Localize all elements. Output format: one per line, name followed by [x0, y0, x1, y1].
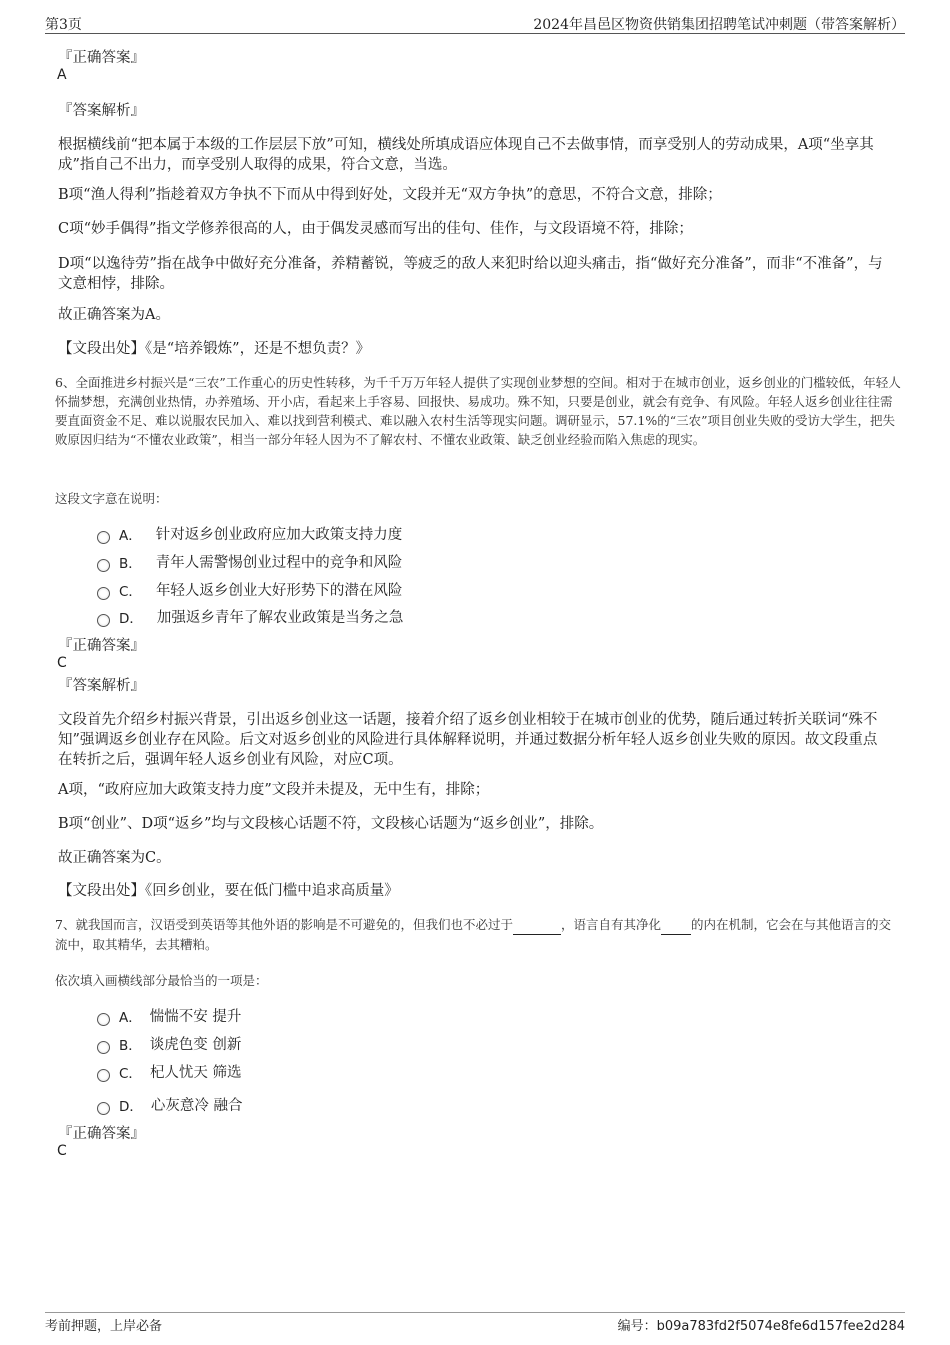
analysis-paragraph: D项“以逸待劳”指在战争中做好充分准备，养精蓄锐，等疲乏的敌人来犯时给以迎头痛击，指“做好充分准备”，而非“不准备”，与文意相悖，排除。 [58, 256, 883, 292]
question-prompt: 依次填入画横线部分最恰当的一项是： [55, 973, 268, 988]
option-letter: D． [119, 610, 143, 627]
question-stem: 6、全面推进乡村振兴是“三农”工作重心的历史性转移，为千千万万年轻人提供了实现创业梦想的空间。相对于在城市创业，返乡创业的门槛较低，年轻人怀揣梦想，充满创业热情，办养殖场、开小店，看起来上手容易、回报快、易成功。殊不知，只要是创业，就会有竞争、有风险。年轻人返乡创业往往需要直面资金不足、难以说服农民加入、难以找到营利模式、难以融入农村生活等现实问题。调研显示，57.1%的“三农”项目创业失败的受访大学生，把失败原因归结为“不懂农业政策”，相当一部分年轻人因为不了解农村、不懂农业政策、缺乏创业经验而陷入焦虑的现实。 [55, 375, 901, 447]
option-text: 心灰意冷 融合 [150, 1098, 243, 1114]
option-letter: A． [119, 1009, 142, 1026]
answer-value: A [57, 67, 67, 83]
code-label: 编号： [617, 1319, 657, 1334]
option-letter: A． [119, 527, 142, 544]
option-letter: B． [119, 555, 142, 572]
answer-label: 『正确答案』 [58, 50, 145, 66]
analysis-paragraph: 文段首先介绍乡村振兴背景，引出返乡创业这一话题，接着介绍了返乡创业相较于在城市创业的优势，随后通过转折关联词“殊不知”强调返乡创业存在风险。后文对返乡创业的风险进行具体解释说明，并通过数据分析年轻人返乡创业失败的原因。故文段重点在转折之后，强调年轻人返乡创业有风险，对应C项。 [58, 712, 878, 768]
page-number: 第3页 [45, 17, 82, 33]
question-stem [55, 915, 902, 954]
radio-icon[interactable] [97, 559, 110, 572]
analysis-paragraph: A项，“政府应加大政策支持力度”文段并未提及，无中生有，排除； [58, 782, 490, 798]
option-letter: C． [119, 583, 142, 600]
option-text: 青年人需警惕创业过程中的竞争和风险 [155, 555, 403, 571]
analysis-label: 『答案解析』 [58, 678, 145, 694]
radio-icon[interactable] [97, 614, 110, 627]
option-a[interactable] [97, 1005, 241, 1026]
conclusion: 故正确答案为A。 [58, 307, 170, 323]
analysis-paragraph: C项“妙手偶得”指文学修养很高的人，由于偶发灵感而写出的佳句、佳作，与文段语境不符，排除； [58, 221, 693, 237]
document-code [618, 1315, 905, 1334]
stem-part: 的内在机制，它会在与其他语言的交流中，取其精华，去其糟粕。 [55, 917, 891, 952]
option-a[interactable] [97, 523, 402, 544]
radio-icon[interactable] [97, 587, 110, 600]
radio-icon[interactable] [97, 1013, 110, 1026]
option-text: 惴惴不安 提升 [149, 1009, 242, 1025]
code-value: b09a783fd2f5074e8fe6d157fee2d284 [656, 1319, 905, 1334]
conclusion: 故正确答案为C。 [58, 850, 171, 866]
stem-part: 7、就我国而言，汉语受到英语等其他外语的影响是不可避免的，但我们也不必过于 [55, 917, 513, 932]
answer-value: C [57, 1143, 67, 1159]
fill-blank [661, 915, 691, 935]
radio-icon[interactable] [97, 1041, 110, 1054]
option-text: 加强返乡青年了解农业政策是当务之急 [156, 610, 404, 626]
option-text: 针对返乡创业政府应加大政策支持力度 [155, 527, 403, 543]
analysis-label: 『答案解析』 [58, 103, 145, 119]
answer-value: C [57, 655, 67, 671]
header-divider [45, 33, 905, 34]
footer-slogan: 考前押题，上岸必备 [45, 1319, 163, 1334]
option-c[interactable] [97, 579, 402, 600]
analysis-paragraph: 根据横线前“把本属于本级的工作层层下放”可知，横线处所填成语应体现自己不去做事情，而享受别人的劳动成果，A项“坐享其成”指自己不出力，而享受别人取得的成果，符合文意，当选。 [58, 137, 874, 173]
option-d[interactable] [97, 606, 403, 627]
radio-icon[interactable] [97, 1069, 110, 1082]
radio-icon[interactable] [97, 531, 110, 544]
option-c[interactable] [97, 1061, 242, 1082]
radio-icon[interactable] [97, 1102, 110, 1115]
stem-part: ，语言自有其净化 [560, 917, 661, 932]
answer-label: 『正确答案』 [58, 1126, 145, 1142]
option-letter: C． [119, 1065, 142, 1082]
source-citation: 【文段出处】《是“培养锻炼”，还是不想负责？》 [58, 341, 371, 357]
option-text: 谈虎色变 创新 [149, 1037, 242, 1053]
option-b[interactable] [97, 551, 402, 572]
analysis-paragraph: B项“创业”、D项“返乡”均与文段核心话题不符，文段核心话题为“返乡创业”，排除。 [58, 816, 604, 832]
option-letter: B． [119, 1037, 142, 1054]
fill-blank [513, 915, 561, 935]
document-title: 2024年昌邑区物资供销集团招聘笔试冲刺题（带答案解析） [533, 17, 905, 33]
option-d[interactable] [97, 1094, 243, 1115]
option-letter: D． [119, 1098, 143, 1115]
option-b[interactable] [97, 1033, 241, 1054]
footer-divider [45, 1312, 905, 1313]
answer-label: 『正确答案』 [58, 638, 145, 654]
option-text: 杞人忧天 筛选 [149, 1065, 242, 1081]
source-citation: 【文段出处】《回乡创业，要在低门槛中追求高质量》 [58, 883, 399, 899]
question-prompt: 这段文字意在说明： [55, 491, 168, 506]
analysis-paragraph: B项“渔人得利”指趁着双方争执不下而从中得到好处，文段并无“双方争执”的意思，不符合文意，排除； [58, 187, 722, 203]
option-text: 年轻人返乡创业大好形势下的潜在风险 [155, 583, 403, 599]
